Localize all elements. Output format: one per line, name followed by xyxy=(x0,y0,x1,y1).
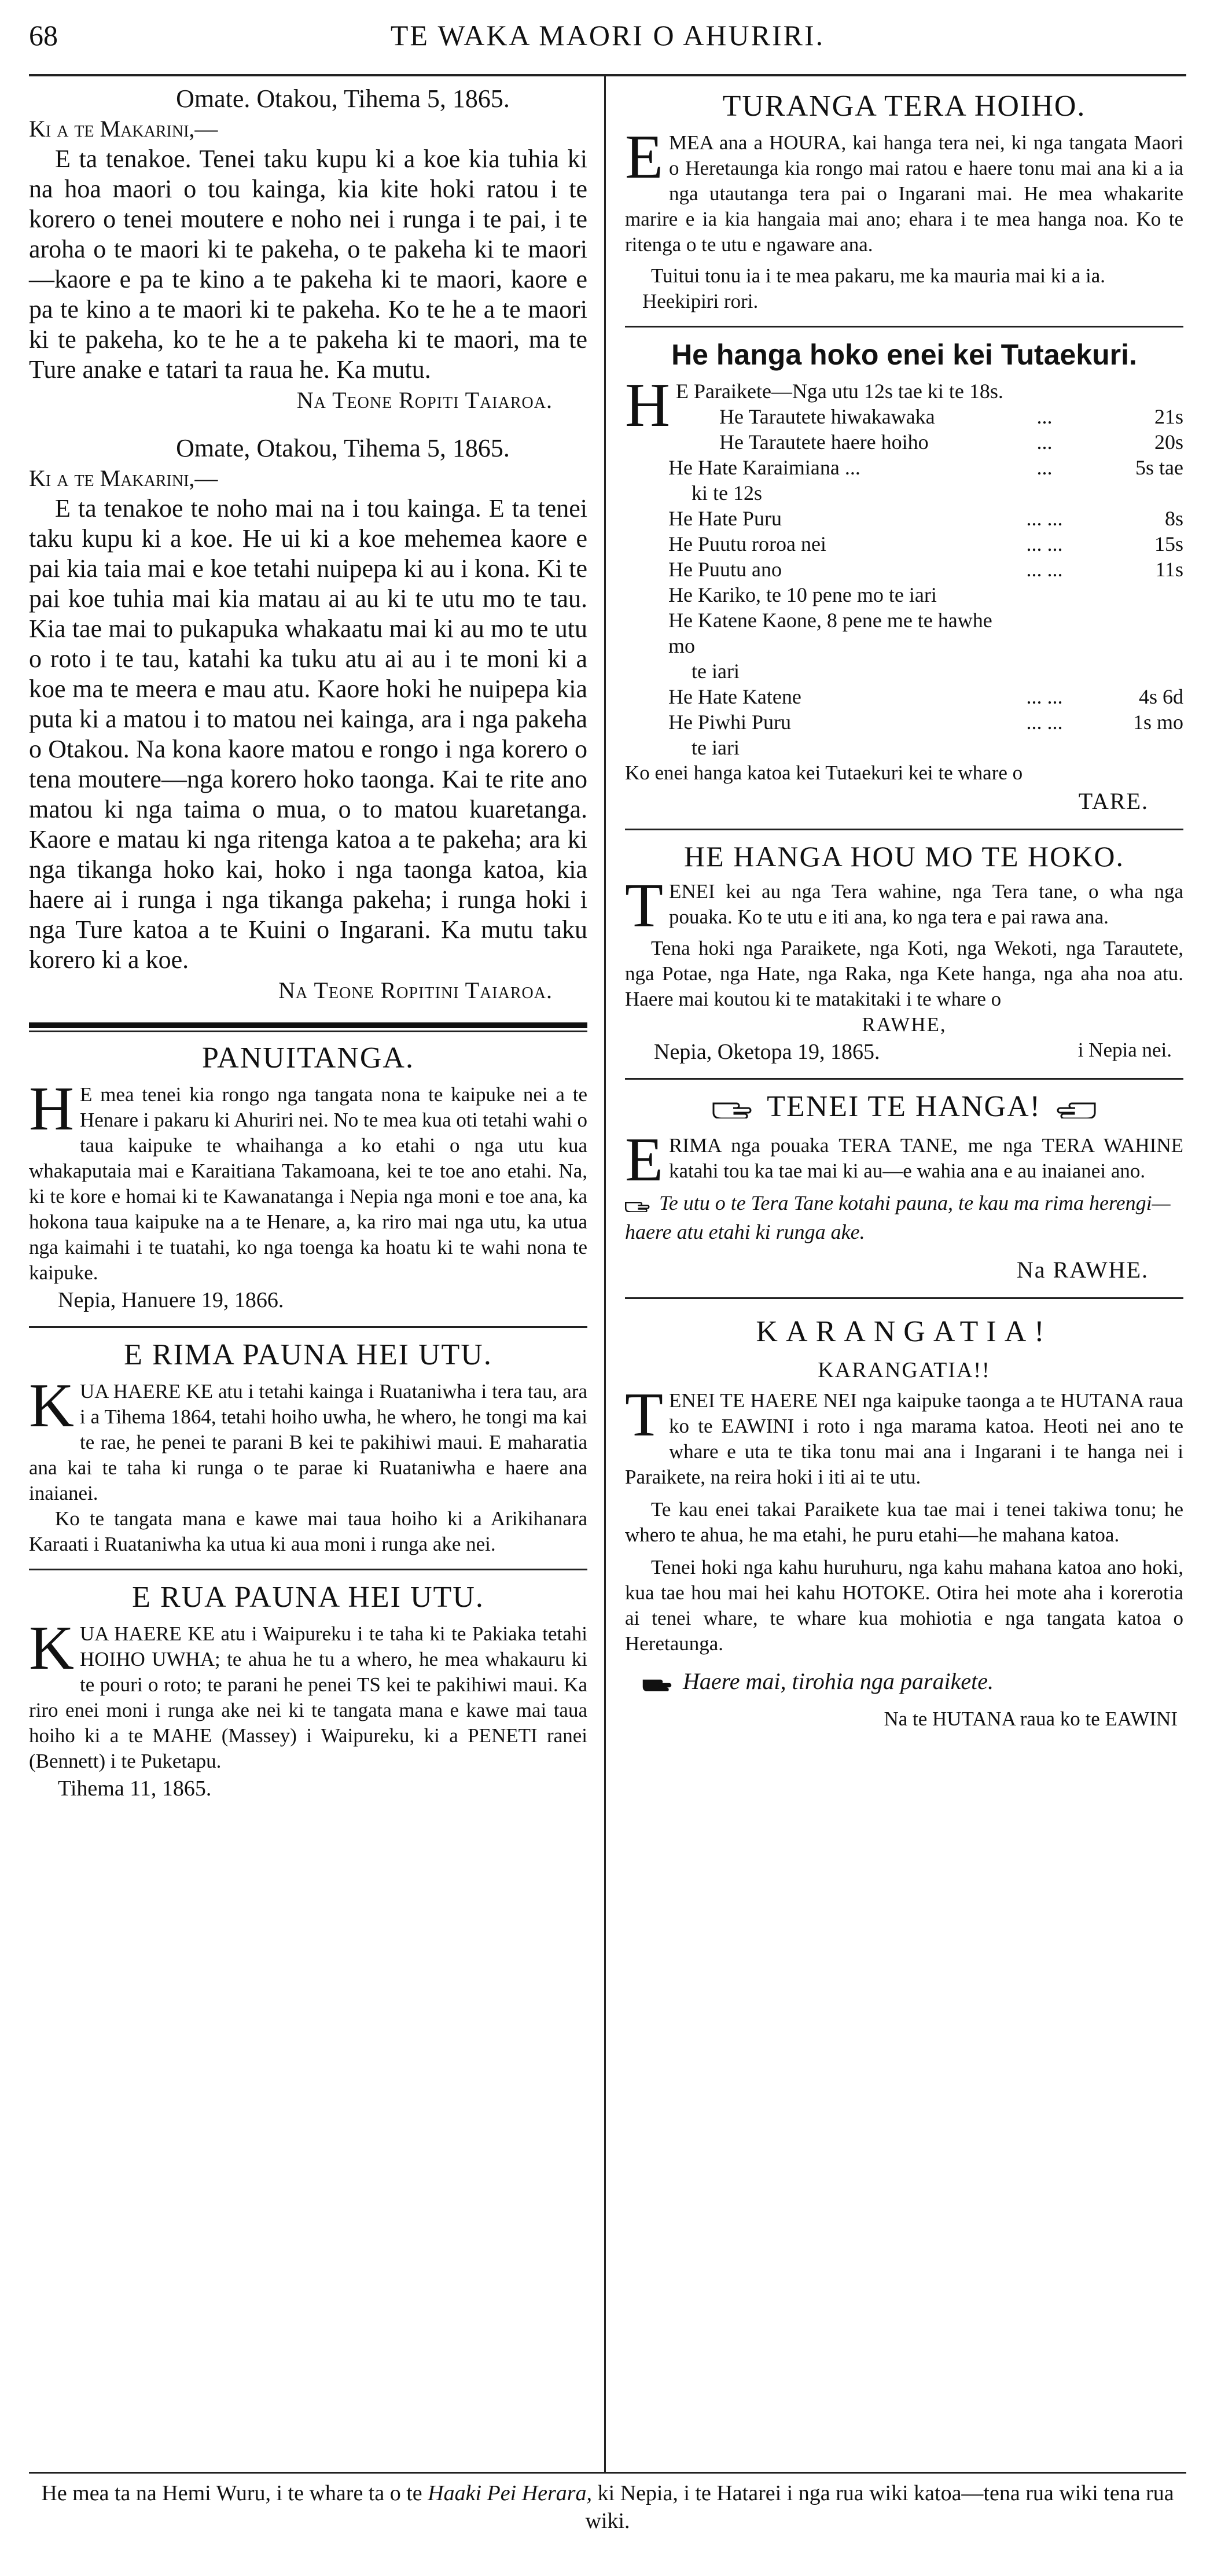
price-row-label: He Hate Karaimiana ... xyxy=(668,456,860,479)
price-row-price: 4s 6d xyxy=(1138,685,1183,708)
advert-body-2: Tuitui tonu ia i te mea pakaru, me ka mauria mai ki a ia. xyxy=(651,264,1106,287)
advert-body-3: Tenei hoki nga kahu huruhuru, nga kahu mahana katoa ano hoki, kua tae hou mai hei kahu HOTOKE. Otira hei mote aha i korerotia ai tenei whare, te whare kua mohiotia e nga tangata katoa o Heretaunga. xyxy=(625,1555,1183,1655)
price-row-dots: ... ... xyxy=(1026,711,1063,734)
price-row xyxy=(625,582,1183,608)
pointing-hand-icon xyxy=(712,1091,759,1127)
salutation: Ki a te Makarini,— xyxy=(29,116,218,142)
section-rule xyxy=(625,326,1183,327)
price-row xyxy=(625,608,1183,658)
note-text: Haere mai, tirohia nga paraikete. xyxy=(683,1668,994,1694)
price-list xyxy=(625,404,1183,760)
price-row-label: He Hate Katene xyxy=(668,685,801,708)
advert-body: RIMA nga pouaka TERA TANE, me nga TERA WAHINE katahi tou ka tae mai ki au—e wahia ana e au inaianei ano. xyxy=(668,1134,1183,1183)
price-row-continuation: te iari xyxy=(692,736,740,759)
advert-note xyxy=(625,1190,1183,1245)
turanga-advert xyxy=(625,89,1183,314)
rua-pauna-notice xyxy=(29,1580,587,1803)
signature: Na RAWHE. xyxy=(1016,1256,1149,1283)
advert-body: ENEI kei au nga Tera wahine, nga Tera tane, o wha nga pouaka. Ko te utu e iti ana, ko nga tera e pai rawa ana. xyxy=(668,880,1183,928)
section-rule xyxy=(625,1078,1183,1080)
hoko-advert xyxy=(625,337,1183,817)
section-rule xyxy=(29,1569,587,1570)
section-title-row xyxy=(625,1089,1183,1127)
section-title: HE HANGA HOU MO TE HOKO. xyxy=(684,840,1124,873)
pointing-hand-icon xyxy=(625,1192,654,1219)
advert-body: ENEI TE HAERE NEI nga kaipuke taonga a te HUTANA raua ko te EAWINI i roto i nga marama katoa. Heoti nei ano te whare e uta te tika tonu mai ana i Ingarani i te hanga nei i Paraikete, na reira hoki i iti ai te utu. xyxy=(625,1389,1183,1488)
advert-body-2: Tena hoki nga Paraikete, nga Koti, nga Wekoti, nga Tarautete, nga Potae, nga Hate, nga Raka, nga Kete hanga, nga aha noa atu. Haere mai koutou ki te matakitaki i te whare o xyxy=(625,937,1183,1010)
price-row-price: 21s xyxy=(1154,405,1183,428)
section-title: KARANGATIA! xyxy=(756,1315,1053,1348)
drop-cap: K xyxy=(29,1614,74,1683)
section-rule xyxy=(29,1022,587,1028)
imprint-part-1: He mea ta na Hemi Wuru, i te whare ta o te xyxy=(41,2481,422,2505)
price-row xyxy=(625,455,1183,480)
price-row-price: 8s xyxy=(1164,507,1183,530)
right-column xyxy=(625,84,1183,1732)
price-row xyxy=(625,709,1183,735)
price-row-dots xyxy=(1010,608,1079,658)
note-text: Te utu o te Tera Tane kotahi pauna, te kau ma rima herengi—haere atu etahi ki runga ake. xyxy=(625,1191,1171,1243)
salutation: Ki a te Makarini,— xyxy=(29,465,218,491)
drop-cap: T xyxy=(625,871,663,940)
price-row xyxy=(676,429,1183,455)
header-rule xyxy=(29,74,1186,76)
price-row xyxy=(625,557,1183,582)
column-divider xyxy=(604,76,606,2472)
advert-body: MEA ana a HOURA, kai hanga tera nei, ki nga tangata Maori o Heretaunga kia rongo mai ratou e haere tonu mai ana ki a ia nga utautanga tera pai o Ingarani mai. He mea whakarite marire e ia kia hangaia mai ano; ehara i te mea hanga noa. Ko te ritenga o te utu e ngaware ana. xyxy=(625,131,1183,256)
section-rule xyxy=(625,1297,1183,1299)
pointing-hand-icon xyxy=(642,1670,677,1697)
price-row-price: 11s xyxy=(1155,558,1183,581)
panuitanga-notice xyxy=(29,1040,587,1315)
price-row-continuation: ki te 12s xyxy=(692,481,762,505)
price-row: E Paraikete—Nga utu 12s tae ki te 18s. xyxy=(676,380,1003,403)
section-title: E RIMA PAUNA HEI UTU. xyxy=(124,1338,492,1371)
left-column xyxy=(29,84,587,1803)
advert-date: Nepia, Oketopa 19, 1865. xyxy=(654,1040,880,1064)
price-row-dots: ... xyxy=(1036,456,1053,479)
section-rule xyxy=(29,1326,587,1328)
drop-cap: E xyxy=(625,1125,663,1195)
price-row xyxy=(676,404,1183,429)
price-row-price: 20s xyxy=(1154,430,1183,454)
price-row-dots: ... xyxy=(1036,405,1053,428)
letter-body: E ta tenakoe. Tenei taku kupu ki a koe kia tuhia ki na hoa maori o tou kainga, kia kite hoki ratou i te korero o tenei moutere e noho nei i runga i te pai, i te aroha o te maori ki te pakeha, o te pakeha ki te maori—kaore e pa te kino a te pakeha ki te maori, kaore e pa te kino a te maori ki te pakeha. Ko te he a te maori ki te pakeha, ko te he a te pakeha ki te maori, ma te Ture anake e tatari ta raua he. Ka mutu. xyxy=(29,145,587,384)
price-row-label: He Puutu roroa nei xyxy=(668,532,826,555)
price-row-label: He Piwhi Puru xyxy=(668,711,792,734)
price-row-dots: ... ... xyxy=(1026,685,1063,708)
section-rule xyxy=(625,829,1183,830)
price-row-label: He Puutu ano xyxy=(668,558,782,581)
letter-taiaroa-2 xyxy=(29,433,587,1006)
signature: RAWHE, xyxy=(862,1013,947,1036)
section-subtitle: KARANGATIA!! xyxy=(818,1357,991,1382)
notice-body: UA HAERE KE atu i Waipureku i te taha ki te Pakiaka tetahi HOIHO UWHA; te ahua he tu a whero, he mea whakauru ki te pouri o roto; te parani he penei TS kei te pakihiwi maui. Ka riro enei moni i runga ake nei ki te tangata mana e kawe mai taua hoiho ki a te MAHE (Massey) i Waipureku, ki a PENETI ranei (Bennett) i te Puketapu. xyxy=(29,1622,587,1772)
price-row-price xyxy=(1079,608,1183,658)
letter-taiaroa-1 xyxy=(29,84,587,416)
notice-body: UA HAERE KE atu i tetahi kainga i Ruataniwha i tera tau, ara i a Tihema 1864, tetahi hoiho uwha, he whero, he tongi ma kai te rae, he penei te parani B kei te pakihiwi maui. E maharatia ana kai te taha ki runga o te parae ki Ruataniwha e haere ana inaianei. xyxy=(29,1380,587,1504)
price-row-label: He Tarautete haere hoiho xyxy=(719,430,929,454)
signature: Na Teone Ropitini Taiaroa. xyxy=(278,977,553,1003)
signature: TARE. xyxy=(1078,788,1149,814)
price-row-label: He Kariko, te 10 pene mo te iari xyxy=(668,583,937,606)
notice-body-2: Ko te tangata mana e kawe mai taua hoiho ki a Arikihanara Karaati i Ruataniwha ka utua ki aua moni i runga ake nei. xyxy=(29,1507,587,1555)
section-rule xyxy=(29,1031,587,1032)
price-row xyxy=(625,531,1183,557)
section-title: TENEI TE HANGA! xyxy=(767,1090,1041,1123)
price-row-dots xyxy=(1010,582,1079,608)
price-row xyxy=(625,684,1183,709)
masthead: TE WAKA MAORI O AHURIRI. xyxy=(390,19,825,51)
drop-cap: H xyxy=(625,371,670,440)
rima-pauna-notice xyxy=(29,1337,587,1557)
page-header xyxy=(29,12,1186,67)
section-title: PANUITANGA. xyxy=(202,1042,414,1074)
notice-date: Nepia, Hanuere 19, 1866. xyxy=(58,1288,284,1312)
drop-cap: E xyxy=(625,123,663,192)
imprint-paper-name: Haaki Pei Herara, xyxy=(428,2481,593,2505)
notice-date: Tihema 11, 1865. xyxy=(58,1776,212,1801)
imprint-footer xyxy=(29,2479,1186,2535)
letter-body: E ta tenakoe te noho mai na i tou kainga. E ta tenei taku kupu ki a koe. He ui ki a koe mehemea kaore e pai kia taia mai e koe tetahi nuipepa ki au i kona. Ki te pai koe tuhia mai kia matau ai au ki te utu mo te tau. Kia tae mai to pukapuka whakaatu mai ki au mo te utu o roto i te tau, katahi ka tuku atu ai au i te moni ki a koe ma te meera e mau atu. Kaore hoki he nuipepa kia puta ki a matou i to matou nei kainga, ara i nga pakeha o Otakou. Na kona kaore matou e rongo i nga korero o tena moutere—nga korero hoko taonga. Kai te rite ano matou ki nga taima o mua, o to matou kuaretanga. Kaore e matau ki nga ritenga katoa a te pakeha; ara ki nga tikanga hoko kai, hoko i nga taonga katoa, kia haere ai i runga i nga tikanga pakeha; i runga hoki i nga Ture katoa a te Kuini o Ingarani. Ka mutu taku korero ki a koe. xyxy=(29,494,587,974)
dateline: Omate. Otakou, Tihema 5, 1865. xyxy=(176,84,510,113)
price-row-price xyxy=(1079,582,1183,608)
section-title: He hanga hoko enei kei Tutaekuri. xyxy=(671,338,1137,371)
advert-note xyxy=(625,1668,1183,1697)
signature: Na te HUTANA raua ko te EAWINI xyxy=(884,1707,1178,1730)
signature: Heekipiri rori. xyxy=(642,290,759,312)
pointing-hand-icon xyxy=(1050,1091,1096,1127)
footer-rule xyxy=(29,2472,1186,2474)
place: i Nepia nei. xyxy=(1077,1039,1172,1061)
karangatia-advert xyxy=(625,1314,1183,1732)
price-row-dots: ... ... xyxy=(1026,507,1063,530)
price-row-price: 5s tae xyxy=(1135,456,1183,479)
price-row xyxy=(625,506,1183,531)
price-row-label: He Tarautete hiwakawaka xyxy=(719,405,935,428)
advert-closing: Ko enei hanga katoa kei Tutaekuri kei te whare o xyxy=(625,761,1023,784)
drop-cap: K xyxy=(29,1371,74,1440)
tenei-te-hanga-advert xyxy=(625,1089,1183,1286)
price-row-label: He Katene Kaone, 8 pene me te hawhe mo xyxy=(668,609,992,657)
advert-body-2: Te kau enei takai Paraikete kua tae mai i tenei takiwa tonu; he whero te ahua, he ma etahi, he puru etahi—he mahana katoa. xyxy=(625,1497,1183,1546)
drop-cap: T xyxy=(625,1380,663,1449)
section-title: TURANGA TERA HOIHO. xyxy=(722,90,1086,123)
signature: Na Teone Ropiti Taiaroa. xyxy=(296,387,553,413)
drop-cap: H xyxy=(29,1074,74,1143)
imprint-part-3: ki Nepia, i te Hatarei i nga rua wiki katoa—tena rua wiki tena rua wiki. xyxy=(585,2481,1174,2533)
page-number: 68 xyxy=(29,19,58,51)
notice-body: E mea tenei kia rongo nga tangata nona te kaipuke nei a te Henare i pakaru ki Ahuriri nei. No te mea kua oti tetahi wahi o taua kaipuke te whaihanga a ko etahi o nga utu kua whakaputaia mai e Karaitiana Takamoana, kei te toe ano etahi. Na, ki te kore e homai ki te Kawanatanga i Nepia nga moni e toe ana, ka hokona taua kaipuke na a te Henare, a, ka riro mai nga utu, ka utua nga kaimahi i te tuatahi, ko nga toenga ka hoatu ki te wahi nona te kaipuke. xyxy=(29,1083,587,1284)
price-row-price: 1s mo xyxy=(1132,711,1183,734)
price-row-label: He Hate Puru xyxy=(668,507,782,530)
price-row-price: 15s xyxy=(1154,532,1183,555)
hanga-hou-advert xyxy=(625,840,1183,1066)
section-title: E RUA PAUNA HEI UTU. xyxy=(132,1581,484,1614)
price-row-continuation: te iari xyxy=(692,660,740,683)
price-row-dots: ... ... xyxy=(1026,558,1063,581)
price-row-dots: ... xyxy=(1036,430,1053,454)
dateline: Omate, Otakou, Tihema 5, 1865. xyxy=(176,434,510,462)
price-row-dots: ... ... xyxy=(1026,532,1063,555)
